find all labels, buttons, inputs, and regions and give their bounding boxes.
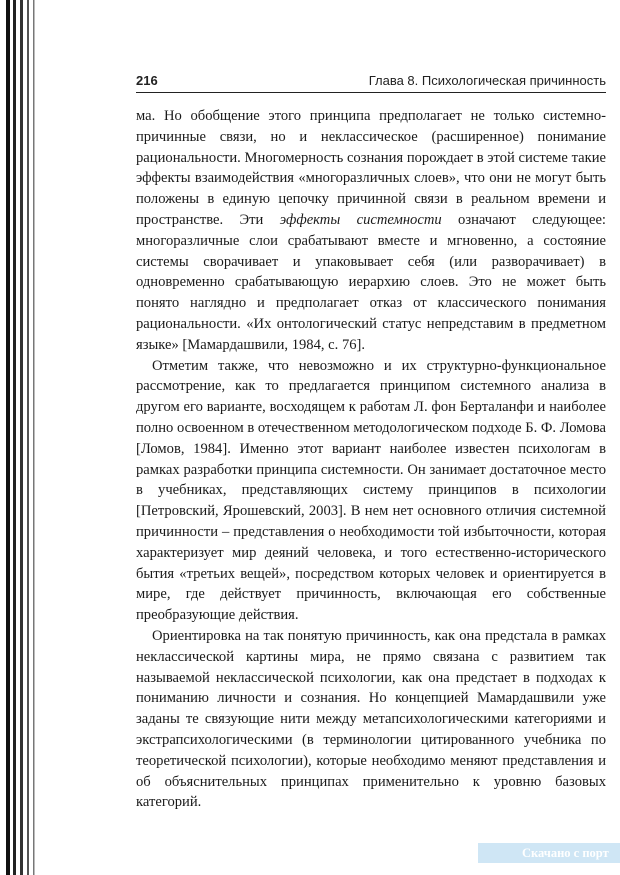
page-number: 216 <box>136 73 158 88</box>
watermark-banner: Скачано с порт <box>478 843 620 863</box>
running-head: Глава 8. Психологическая причинность <box>368 73 606 88</box>
page-header <box>136 70 606 93</box>
paragraph-3: Ориентировка на так понятую причинность, как она предстала в рамках неклассической картины мира, не прямо связана с развитием так называемой неклассической психологии, как она предстает в подходах к пониманию личности и сознания. Но концепцией Мамардашвили уже заданы те связующие нити между метапсихологическими категориями и экстрапсихологическими (в терминологии цитированного учебника по теоретической психологии), которые необходимо меняют представления и об объяснительных принципах применительно к уровню базовых категорий. <box>136 627 606 811</box>
paragraph-2: Отметим также, что невозможно и их структурно-функциональное рассмотрение, как то предлагается принципом системного анализа в другом его варианте, восходящем к работам Л. фон Берталанфи и наиболее полно освоенном в отечественном методологическом подходе Б. Ф. Ломова [Ломов, 1984]. Именно этот вариант наиболее известен психологам в рамках разработки принципа системности. Он занимает достаточное место в учебниках, представляющих систему принципов в психологии [Петровский, Ярошевский, 2003]. В нем нет основного отличия системной причинности – представления о необходимости той избыточности, которая характеризует мир деяний человека, и того естественно-исторического бытия «третьих вещей», посредством которых человек и ориентируется в мире, где действует причинность, включающая его собственные преобразующие действия. <box>136 357 606 624</box>
binding-edge <box>0 0 46 875</box>
paragraph-1-text-start: ма. Но обобщение этого принципа предполагает не только системно-причинные связи, но и неклассическое (расширенное) понимание рациональности. Многомерность сознания порождает в этой системе такие эффекты взаимодействия «многоразличных слоев», что они не могут быть положены в единую цепочку причинной связи в реальном времени и пространстве. Эти <box>136 108 606 228</box>
paragraph-1-emphasis: эффекты системности <box>279 211 442 228</box>
body-text <box>136 106 606 813</box>
paragraph-1 <box>136 106 606 356</box>
paragraph-1-text-end: означают следующее: многоразличные слои срабатывают вместе и мгновенно, а состояние системы сворачивает и упаковывает себя (или разворачивает) в одновременно срабатывающую иерархию слоев. Это не может быть понято наглядно и предполагает отказ от классического понимания рациональности. «Их онтологический статус непредставим в предметном языке» [Мамардашвили, 1984, с. 76]. <box>136 211 606 353</box>
